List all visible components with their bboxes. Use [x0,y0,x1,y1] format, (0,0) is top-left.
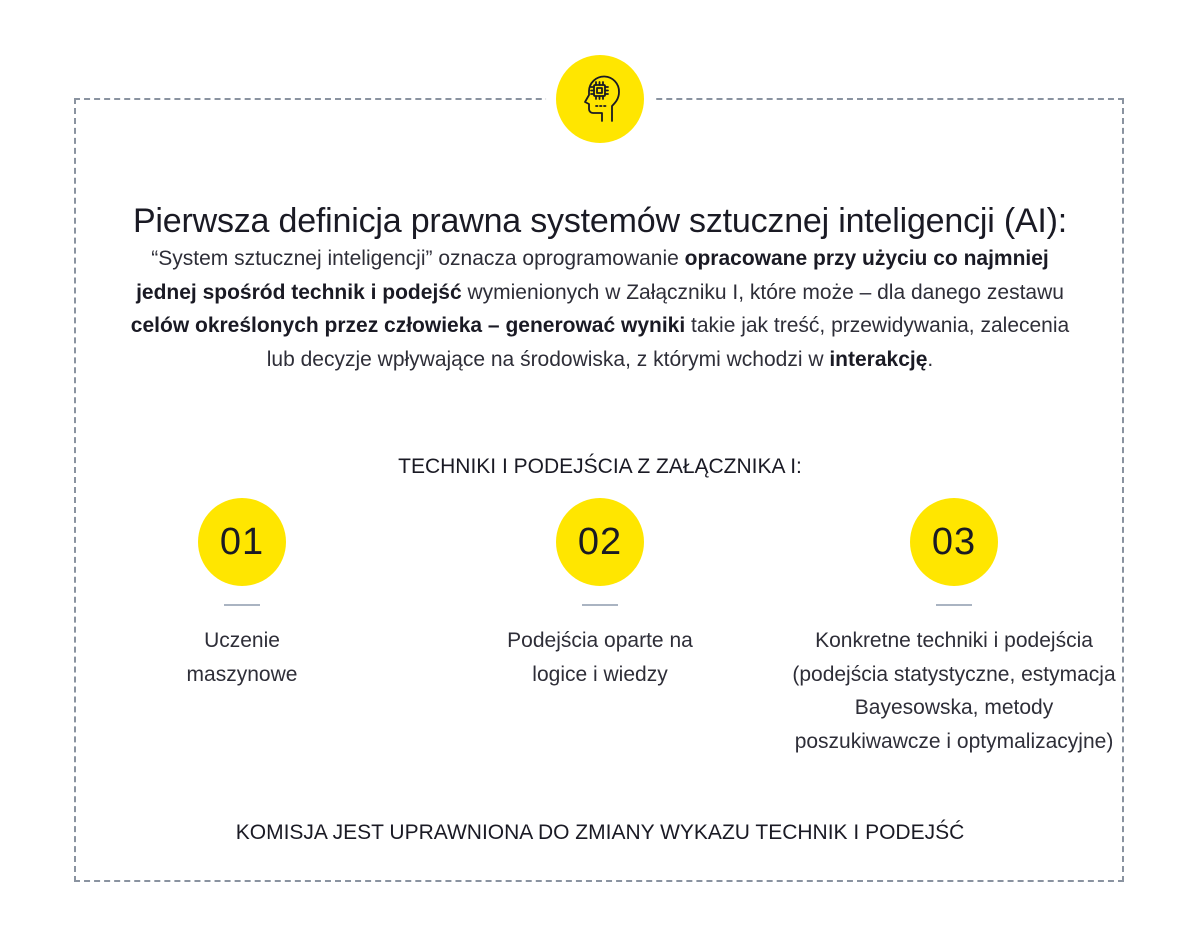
definition-bold-2: celów określonych przez człowieka – generować wyniki [130,314,686,337]
definition-part-3: takie jak treść, przewidywania, zalecenia lub decyzje wpływające na środowiska, z którymi wchodzi w [266,314,1070,371]
technique-label: Podejścia oparte na logice i wiedzy [507,629,693,686]
divider [224,604,260,606]
divider [582,604,618,606]
definition-bold-1: opracowane przy użyciu co najmniej jednej spośród technik i podejść [136,247,1049,304]
technique-item-3 [784,498,1124,758]
technique-label: Uczenie maszynowe [186,629,298,686]
page-title: Pierwsza definicja prawna systemów sztucznej inteligencji (AI): [132,201,1068,240]
definition-part-2: wymienionych w Załączniku I, które może – dla danego zestawu [461,280,1064,304]
technique-label: Konkretne techniki i podejścia (podejścia statystyczne, estymacja Bayesowska, metody poszukiwawcze i optymalizacyjne) [792,629,1116,753]
footer-note: KOMISJA JEST UPRAWNIONA DO ZMIANY WYKAZU TECHNIK I PODEJŚĆ [235,821,965,844]
divider [936,604,972,606]
technique-item-2 [430,498,770,691]
technique-item-1 [72,498,412,691]
definition-part-4: . [927,347,934,371]
definition-text [120,242,1080,376]
number-badge: 01 [198,498,286,586]
ai-head-chip-icon [556,55,644,143]
definition-bold-3: interakcję [829,347,928,371]
techniques-heading: TECHNIKI I PODEJŚCIA Z ZAŁĄCZNIKA I: [398,455,802,478]
number-badge: 03 [910,498,998,586]
definition-part-1: “System sztucznej inteligencji” oznacza oprogramowanie [151,247,685,270]
number-badge: 02 [556,498,644,586]
